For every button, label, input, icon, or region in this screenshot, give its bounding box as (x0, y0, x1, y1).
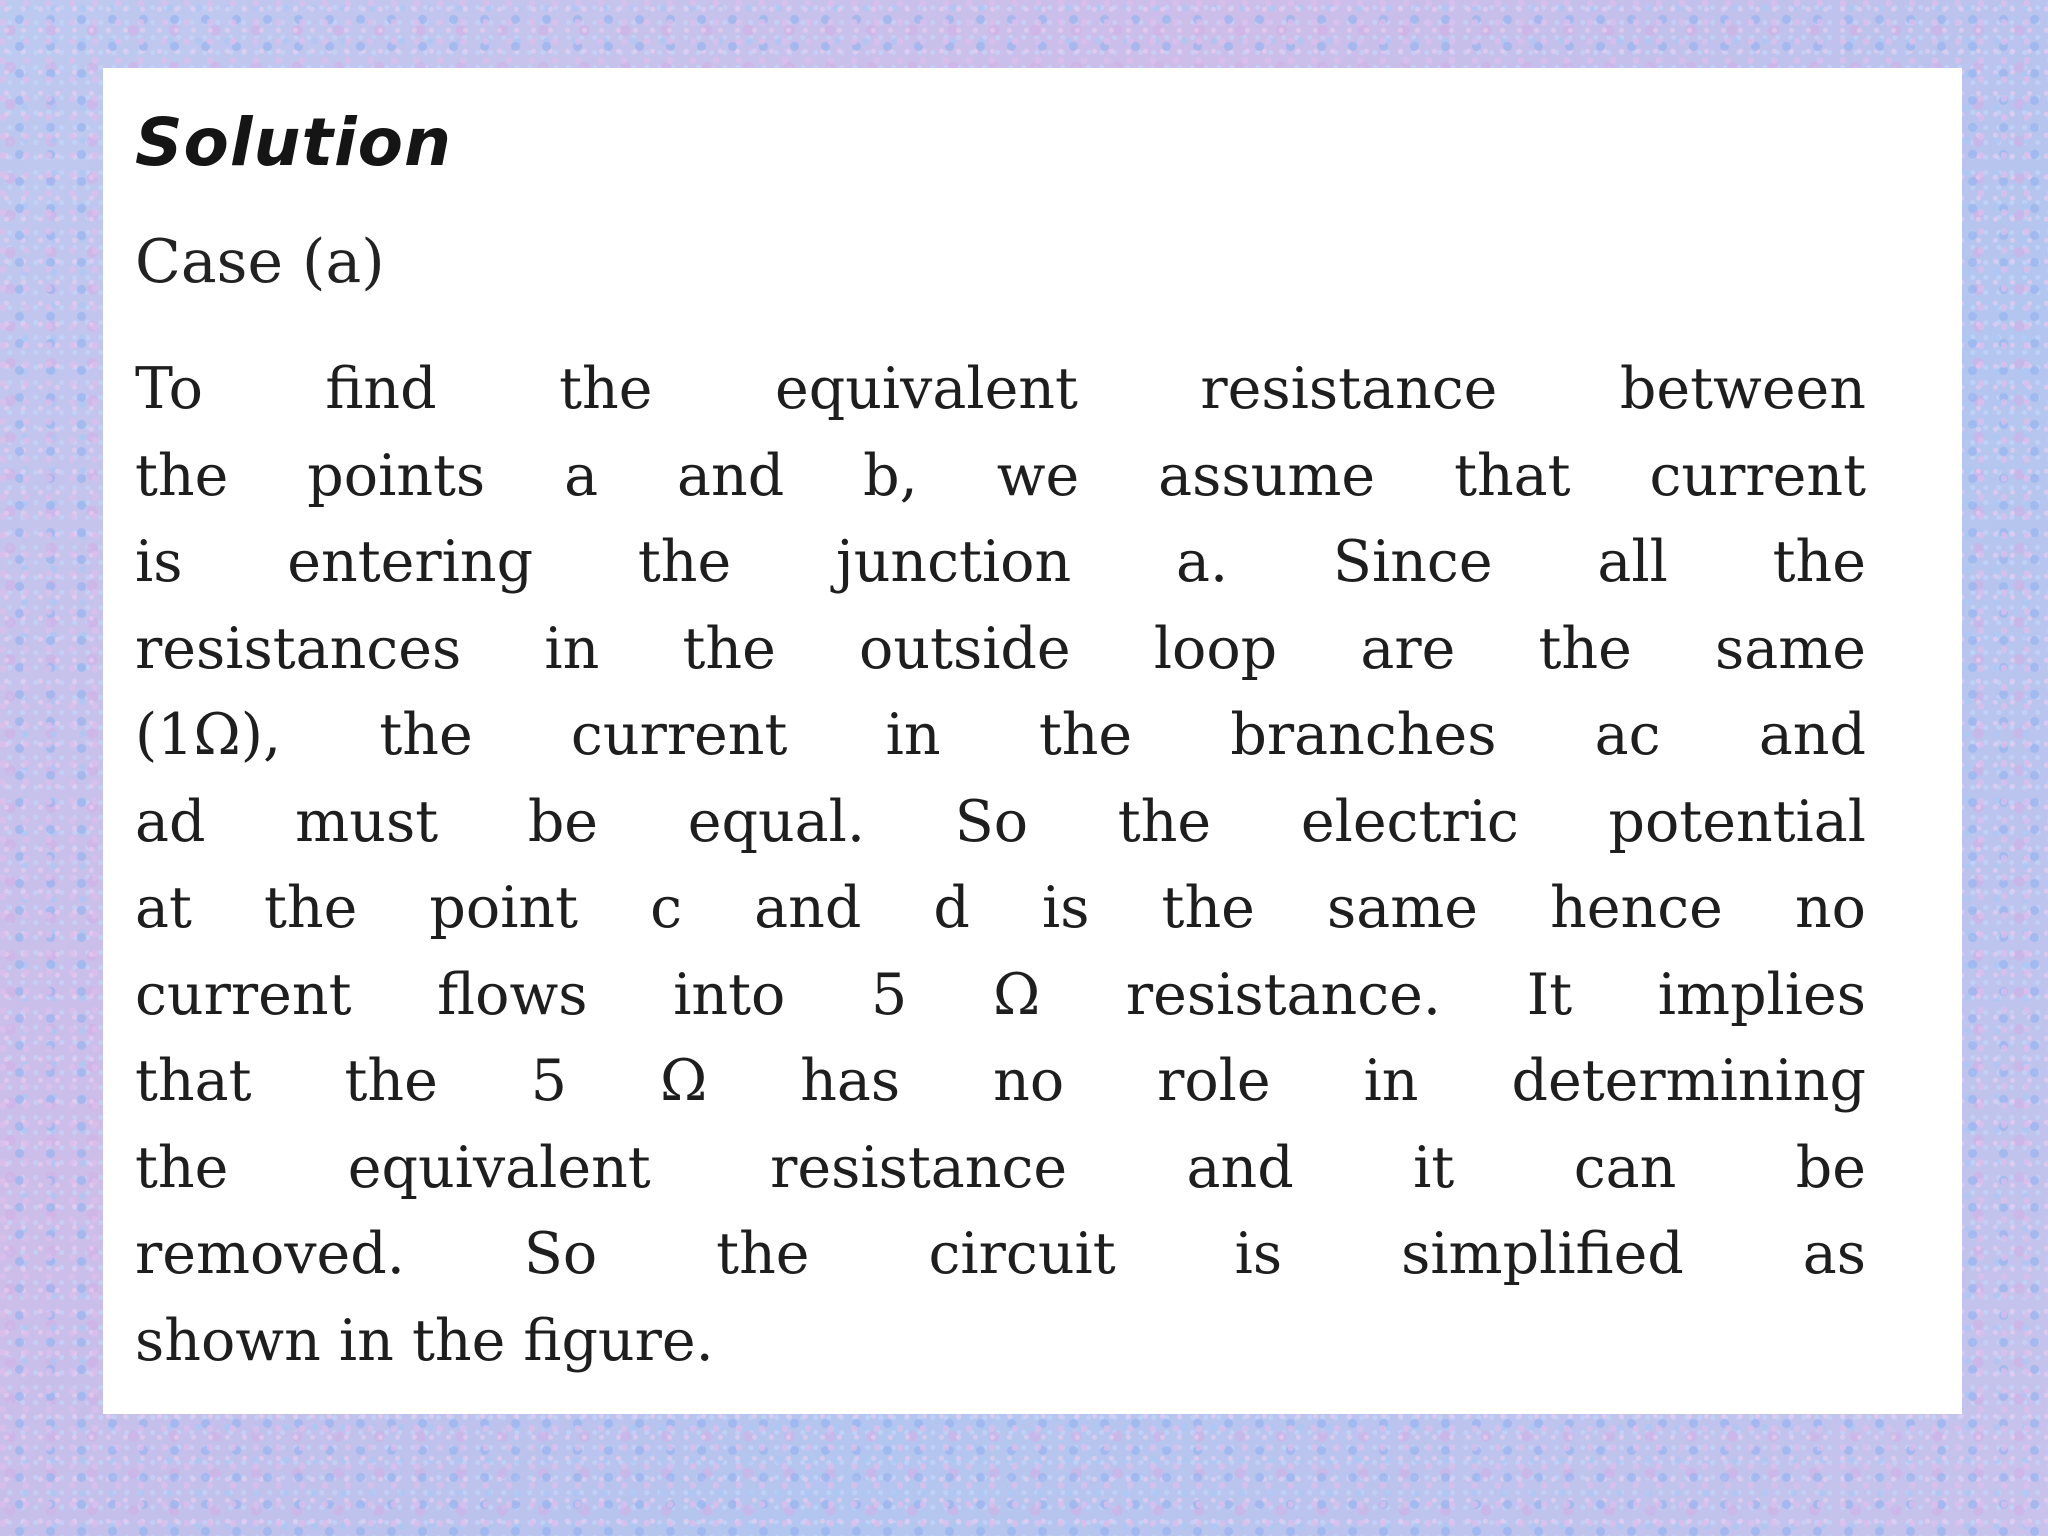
case-heading: Case (a) (135, 227, 385, 297)
paragraph-line: at the point c and d is the same hence no (135, 875, 1866, 941)
paragraph-line: the points a and b, we assume that current (135, 442, 1866, 509)
paragraph-line: current flows into 5 Ω resistance. It implies (135, 961, 1866, 1028)
paragraph-line: resistances in the outside loop are the same (135, 615, 1866, 682)
paragraph-line: (1Ω), the current in the branches ac and (135, 702, 1866, 768)
solution-heading: Solution (135, 104, 452, 181)
paragraph-line: removed. So the circuit is simplified as (135, 1221, 1866, 1287)
content-panel (103, 68, 1962, 1414)
solution-paragraph (135, 346, 1866, 1384)
paragraph-line: To find the equivalent resistance between (135, 356, 1866, 422)
paragraph-line: that the 5 Ω has no role in determining (135, 1048, 1866, 1114)
paragraph-line: is entering the junction a. Since all the (135, 529, 1866, 595)
paragraph-line: the equivalent resistance and it can be (135, 1134, 1866, 1201)
paragraph-line: shown in the figure. (135, 1307, 714, 1374)
paragraph-line: ad must be equal. So the electric potential (135, 788, 1866, 855)
